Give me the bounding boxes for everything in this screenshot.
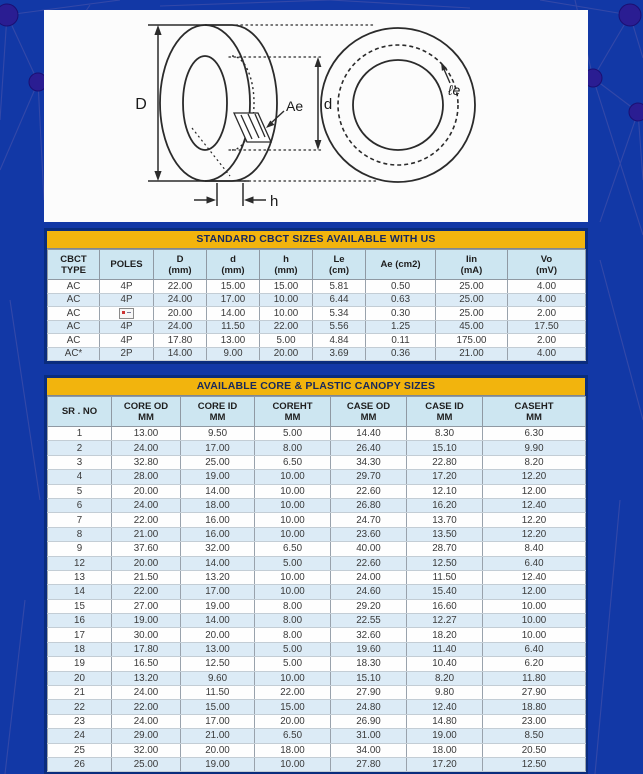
table-cell: 17.80 bbox=[154, 334, 207, 348]
table-cell: AC bbox=[48, 280, 100, 294]
table-cell: 6.20 bbox=[483, 657, 586, 671]
table-cell: 24.00 bbox=[112, 686, 181, 700]
table-cell: AC bbox=[48, 307, 100, 321]
table-cell: 24.60 bbox=[331, 585, 407, 599]
table-cell: 13.00 bbox=[181, 642, 255, 656]
table-row bbox=[48, 334, 586, 348]
table-cell: 17 bbox=[48, 628, 112, 642]
column-header: D (mm) bbox=[154, 250, 207, 280]
core-plastic-canopy-sizes-table bbox=[44, 375, 588, 774]
table-cell: 15 bbox=[48, 599, 112, 613]
table-cell: 9.90 bbox=[483, 441, 586, 455]
table-cell: 17.20 bbox=[407, 470, 483, 484]
table-cell: 0.11 bbox=[366, 334, 436, 348]
table-cell: 20.00 bbox=[112, 484, 181, 498]
table-cell: 17.00 bbox=[207, 293, 260, 307]
table-cell: 12.40 bbox=[407, 700, 483, 714]
broken-image-icon bbox=[119, 308, 134, 319]
table-cell: 11.50 bbox=[207, 320, 260, 334]
table-row bbox=[48, 599, 586, 613]
table-cell: 10.00 bbox=[255, 570, 331, 584]
table-cell: 19.00 bbox=[407, 729, 483, 743]
table-cell: 19.00 bbox=[181, 470, 255, 484]
table-cell: 26 bbox=[48, 757, 112, 771]
table-cell: 0.36 bbox=[366, 347, 436, 361]
table-cell: 5.56 bbox=[313, 320, 366, 334]
table-cell: 24.00 bbox=[112, 441, 181, 455]
table-row bbox=[48, 657, 586, 671]
table-cell: 6.40 bbox=[483, 642, 586, 656]
table-cell: 10.40 bbox=[407, 657, 483, 671]
column-header: CBCT TYPE bbox=[48, 250, 100, 280]
table-cell: 25 bbox=[48, 743, 112, 757]
table-cell: 6.40 bbox=[483, 556, 586, 570]
table-cell: 22.60 bbox=[331, 484, 407, 498]
table-cell: 21 bbox=[48, 686, 112, 700]
header-row bbox=[48, 397, 586, 427]
table-cell: 5.00 bbox=[255, 642, 331, 656]
table-cell: 20.00 bbox=[255, 714, 331, 728]
network-node bbox=[619, 4, 641, 26]
table-cell: 22.00 bbox=[112, 585, 181, 599]
table-cell: 10.00 bbox=[260, 293, 313, 307]
table-cell: 15.40 bbox=[407, 585, 483, 599]
table-cell: 17.00 bbox=[181, 714, 255, 728]
table-cell: 4P bbox=[100, 334, 154, 348]
table-row bbox=[48, 527, 586, 541]
table-cell: 10.00 bbox=[255, 484, 331, 498]
table-cell: 22.80 bbox=[407, 455, 483, 469]
table-cell: 5.00 bbox=[255, 556, 331, 570]
table-cell: 10.00 bbox=[255, 671, 331, 685]
table-cell: 32.00 bbox=[112, 743, 181, 757]
table-cell: 10.00 bbox=[255, 498, 331, 512]
table-cell: 25.00 bbox=[112, 757, 181, 771]
table-row bbox=[48, 455, 586, 469]
table-cell: 12.50 bbox=[483, 757, 586, 771]
table-row bbox=[48, 556, 586, 570]
table-cell: 6.50 bbox=[255, 455, 331, 469]
table-cell: 10.00 bbox=[255, 585, 331, 599]
table-cell: 27.90 bbox=[483, 686, 586, 700]
table-cell: 1 bbox=[48, 427, 112, 441]
table-cell: 23.60 bbox=[331, 527, 407, 541]
table-cell: 29.20 bbox=[331, 599, 407, 613]
table-cell: 12.40 bbox=[483, 498, 586, 512]
table-row bbox=[48, 293, 586, 307]
table-row bbox=[48, 441, 586, 455]
table-cell: 12.20 bbox=[483, 470, 586, 484]
table-cell: 2 bbox=[48, 441, 112, 455]
table-cell: 5.81 bbox=[313, 280, 366, 294]
table-cell: 32.80 bbox=[112, 455, 181, 469]
column-header: Vo (mV) bbox=[508, 250, 586, 280]
dim-label-h: h bbox=[270, 193, 279, 210]
table-cell: 12.20 bbox=[483, 513, 586, 527]
table-cell: 10.00 bbox=[255, 527, 331, 541]
table-cell: 18.00 bbox=[407, 743, 483, 757]
table-cell: 14 bbox=[48, 585, 112, 599]
table-cell: 6.50 bbox=[255, 729, 331, 743]
table-cell: 25.00 bbox=[436, 280, 508, 294]
table-cell: 26.80 bbox=[331, 498, 407, 512]
table-cell: 5 bbox=[48, 484, 112, 498]
table-cell: 20 bbox=[48, 671, 112, 685]
network-node bbox=[0, 4, 18, 26]
table-cell: 1.25 bbox=[366, 320, 436, 334]
table-cell: 12.00 bbox=[483, 585, 586, 599]
table-cell: 34.30 bbox=[331, 455, 407, 469]
table-cell: 13 bbox=[48, 570, 112, 584]
table-cell: 16 bbox=[48, 614, 112, 628]
table-cell: 12.50 bbox=[407, 556, 483, 570]
table-cell: 18.00 bbox=[181, 498, 255, 512]
toroidal-core-diagram bbox=[44, 10, 588, 222]
table-cell: 25.00 bbox=[181, 455, 255, 469]
table-cell: 12.20 bbox=[483, 527, 586, 541]
table-cell: 24.00 bbox=[112, 714, 181, 728]
table-cell: 32.00 bbox=[181, 542, 255, 556]
table-cell: 22.00 bbox=[112, 700, 181, 714]
table-cell: 4P bbox=[100, 280, 154, 294]
table-cell: 23 bbox=[48, 714, 112, 728]
table-cell: 2.00 bbox=[508, 334, 586, 348]
table-row bbox=[48, 628, 586, 642]
table-cell: 9.60 bbox=[181, 671, 255, 685]
table-cell: AC bbox=[48, 320, 100, 334]
dim-label-le: ℓe bbox=[448, 82, 461, 98]
column-header: h (mm) bbox=[260, 250, 313, 280]
table-cell: 8 bbox=[48, 527, 112, 541]
table-cell: 15.10 bbox=[407, 441, 483, 455]
table-cell: 3 bbox=[48, 455, 112, 469]
table-cell: 17.50 bbox=[508, 320, 586, 334]
header-row bbox=[48, 250, 586, 280]
table-cell: 6.30 bbox=[483, 427, 586, 441]
table-cell: 24 bbox=[48, 729, 112, 743]
table-cell: 22.00 bbox=[112, 513, 181, 527]
table-row bbox=[48, 686, 586, 700]
table-cell: 14.00 bbox=[181, 614, 255, 628]
table-cell: 4P bbox=[100, 320, 154, 334]
table-cell: 24.00 bbox=[112, 498, 181, 512]
table-cell: 4P bbox=[100, 293, 154, 307]
table-cell: 8.30 bbox=[407, 427, 483, 441]
table-cell: 8.00 bbox=[255, 441, 331, 455]
table-cell: 6 bbox=[48, 498, 112, 512]
table-cell: 25.00 bbox=[436, 293, 508, 307]
table-cell: 2P bbox=[100, 347, 154, 361]
table-cell: 24.80 bbox=[331, 700, 407, 714]
table-cell: 12.10 bbox=[407, 484, 483, 498]
table-cell: 29.00 bbox=[112, 729, 181, 743]
column-header: Iin (mA) bbox=[436, 250, 508, 280]
table-cell: 12.27 bbox=[407, 614, 483, 628]
table-cell: 9.50 bbox=[181, 427, 255, 441]
table-cell: 18 bbox=[48, 642, 112, 656]
column-header: CORE OD MM bbox=[112, 397, 181, 427]
table-cell: 20.00 bbox=[260, 347, 313, 361]
table-cell: 11.50 bbox=[181, 686, 255, 700]
table-cell: 10.00 bbox=[483, 599, 586, 613]
table-cell: 10.00 bbox=[255, 513, 331, 527]
table-cell: AC bbox=[48, 293, 100, 307]
table-cell: 16.50 bbox=[112, 657, 181, 671]
column-header: COREHT MM bbox=[255, 397, 331, 427]
table-cell: 13.00 bbox=[207, 334, 260, 348]
table-cell: 34.00 bbox=[331, 743, 407, 757]
table-cell: 175.00 bbox=[436, 334, 508, 348]
table-cell: 19.00 bbox=[181, 599, 255, 613]
table-cell: 19 bbox=[48, 657, 112, 671]
table-row bbox=[48, 743, 586, 757]
table-cell: 28.70 bbox=[407, 542, 483, 556]
column-header: SR . NO bbox=[48, 397, 112, 427]
table-cell: 11.50 bbox=[407, 570, 483, 584]
table-cell: 8.20 bbox=[407, 671, 483, 685]
dim-label-d: d bbox=[323, 96, 333, 113]
table-cell: 20.50 bbox=[483, 743, 586, 757]
table-cell: 20.00 bbox=[181, 743, 255, 757]
table-cell: 8.50 bbox=[483, 729, 586, 743]
table-cell: AC* bbox=[48, 347, 100, 361]
table-cell: 18.00 bbox=[255, 743, 331, 757]
table-cell: 18.20 bbox=[407, 628, 483, 642]
table-cell: 6.50 bbox=[255, 542, 331, 556]
table-row bbox=[48, 542, 586, 556]
table-cell: 4 bbox=[48, 470, 112, 484]
table-cell: 9 bbox=[48, 542, 112, 556]
table-cell: 8.00 bbox=[255, 614, 331, 628]
table-cell: 20.00 bbox=[181, 628, 255, 642]
table-cell: 8.00 bbox=[255, 599, 331, 613]
table-row bbox=[48, 513, 586, 527]
table-row bbox=[48, 729, 586, 743]
table-cell: 3.69 bbox=[313, 347, 366, 361]
table-cell: 8.20 bbox=[483, 455, 586, 469]
table-cell: 4.84 bbox=[313, 334, 366, 348]
table-cell: 23.00 bbox=[483, 714, 586, 728]
table-cell: 22.55 bbox=[331, 614, 407, 628]
network-node bbox=[629, 103, 643, 121]
column-header: Ae (cm2) bbox=[366, 250, 436, 280]
standard-cbct-sizes-table bbox=[44, 228, 588, 364]
column-header: CORE ID MM bbox=[181, 397, 255, 427]
table-cell: 13.50 bbox=[407, 527, 483, 541]
table-cell: 26.90 bbox=[331, 714, 407, 728]
table-cell: 27.00 bbox=[112, 599, 181, 613]
table-cell: 40.00 bbox=[331, 542, 407, 556]
column-header: CASEHT MM bbox=[483, 397, 586, 427]
table-cell: 12.40 bbox=[483, 570, 586, 584]
table-cell: 4.00 bbox=[508, 347, 586, 361]
table-cell: 19.60 bbox=[331, 642, 407, 656]
table-cell: 4.00 bbox=[508, 280, 586, 294]
table-cell: 19.00 bbox=[181, 757, 255, 771]
table-cell: 10.00 bbox=[255, 470, 331, 484]
table-cell: 12 bbox=[48, 556, 112, 570]
table-cell: 13.20 bbox=[181, 570, 255, 584]
table-cell: 22.60 bbox=[331, 556, 407, 570]
table-row bbox=[48, 484, 586, 498]
table-cell: 27.90 bbox=[331, 686, 407, 700]
table-cell: 17.00 bbox=[181, 585, 255, 599]
table-cell: 8.40 bbox=[483, 542, 586, 556]
table-row bbox=[48, 470, 586, 484]
table-cell: 18.80 bbox=[483, 700, 586, 714]
table-cell: 14.40 bbox=[331, 427, 407, 441]
table-cell: 17.80 bbox=[112, 642, 181, 656]
table-row bbox=[48, 347, 586, 361]
table-cell: 32.60 bbox=[331, 628, 407, 642]
table-cell: 22.00 bbox=[154, 280, 207, 294]
table-cell: 4.00 bbox=[508, 293, 586, 307]
table-cell: 5.34 bbox=[313, 307, 366, 321]
table-cell: 5.00 bbox=[255, 427, 331, 441]
table-cell: 22 bbox=[48, 700, 112, 714]
table-cell: 16.00 bbox=[181, 527, 255, 541]
table-cell: 11.80 bbox=[483, 671, 586, 685]
table-cell: 10.00 bbox=[260, 307, 313, 321]
table-cell: 24.00 bbox=[154, 293, 207, 307]
table-cell: 16.20 bbox=[407, 498, 483, 512]
table-row bbox=[48, 498, 586, 512]
table-cell: 14.00 bbox=[181, 484, 255, 498]
table-cell: 20.00 bbox=[112, 556, 181, 570]
table-cell: 28.00 bbox=[112, 470, 181, 484]
table-cell: 0.30 bbox=[366, 307, 436, 321]
table-cell: 26.40 bbox=[331, 441, 407, 455]
dim-label-D: D bbox=[135, 96, 147, 113]
table-cell: 21.00 bbox=[112, 527, 181, 541]
table-cell: 14.00 bbox=[154, 347, 207, 361]
column-header: POLES bbox=[100, 250, 154, 280]
table-cell: 30.00 bbox=[112, 628, 181, 642]
table-cell: 17.00 bbox=[181, 441, 255, 455]
table-row bbox=[48, 700, 586, 714]
table-cell: 14.80 bbox=[407, 714, 483, 728]
table-row bbox=[48, 757, 586, 771]
core-dimension-diagram-panel bbox=[44, 10, 588, 222]
table-cell: 6.44 bbox=[313, 293, 366, 307]
table-row bbox=[48, 614, 586, 628]
table-cell: 5.00 bbox=[260, 334, 313, 348]
table-cell: 22.00 bbox=[260, 320, 313, 334]
table-row bbox=[48, 642, 586, 656]
table-cell: 29.70 bbox=[331, 470, 407, 484]
table-cell: 13.00 bbox=[112, 427, 181, 441]
table-row bbox=[48, 427, 586, 441]
table-cell: 20.00 bbox=[154, 307, 207, 321]
table-cell: 9.80 bbox=[407, 686, 483, 700]
table-title: STANDARD CBCT SIZES AVAILABLE WITH US bbox=[47, 231, 585, 249]
table-cell bbox=[100, 307, 154, 321]
table-row bbox=[48, 585, 586, 599]
table-row bbox=[48, 307, 586, 321]
table-cell: 15.00 bbox=[260, 280, 313, 294]
table-row bbox=[48, 714, 586, 728]
table-cell: 24.00 bbox=[154, 320, 207, 334]
table-cell: 14.00 bbox=[207, 307, 260, 321]
table-title: AVAILABLE CORE & PLASTIC CANOPY SIZES bbox=[47, 378, 585, 396]
table-cell: 9.00 bbox=[207, 347, 260, 361]
table-cell: 24.70 bbox=[331, 513, 407, 527]
table-row bbox=[48, 570, 586, 584]
table-cell: 7 bbox=[48, 513, 112, 527]
table-cell: 22.00 bbox=[255, 686, 331, 700]
table-cell: 17.20 bbox=[407, 757, 483, 771]
table-cell: 15.00 bbox=[207, 280, 260, 294]
table-cell: 18.30 bbox=[331, 657, 407, 671]
table-cell: 8.00 bbox=[255, 628, 331, 642]
table-cell: 19.00 bbox=[112, 614, 181, 628]
column-header: CASE OD MM bbox=[331, 397, 407, 427]
table-cell: 0.50 bbox=[366, 280, 436, 294]
table-cell: 2.00 bbox=[508, 307, 586, 321]
table-cell: 21.00 bbox=[181, 729, 255, 743]
table-cell: 0.63 bbox=[366, 293, 436, 307]
table-cell: 27.80 bbox=[331, 757, 407, 771]
table-cell: 16.00 bbox=[181, 513, 255, 527]
dim-label-Ae: Ae bbox=[286, 98, 304, 114]
table-cell: 10.00 bbox=[483, 614, 586, 628]
table-cell: 12.00 bbox=[483, 484, 586, 498]
table-cell: 31.00 bbox=[331, 729, 407, 743]
table-cell: 14.00 bbox=[181, 556, 255, 570]
table-cell: 13.70 bbox=[407, 513, 483, 527]
table-cell: AC bbox=[48, 334, 100, 348]
column-header: Le (cm) bbox=[313, 250, 366, 280]
table-cell: 12.50 bbox=[181, 657, 255, 671]
table-cell: 24.00 bbox=[331, 570, 407, 584]
table-cell: 16.60 bbox=[407, 599, 483, 613]
table-cell: 21.00 bbox=[436, 347, 508, 361]
table-cell: 10.00 bbox=[483, 628, 586, 642]
table-cell: 15.10 bbox=[331, 671, 407, 685]
table-cell: 13.20 bbox=[112, 671, 181, 685]
table-cell: 11.40 bbox=[407, 642, 483, 656]
column-header: d (mm) bbox=[207, 250, 260, 280]
table-cell: 15.00 bbox=[181, 700, 255, 714]
table-cell: 5.00 bbox=[255, 657, 331, 671]
table-cell: 10.00 bbox=[255, 757, 331, 771]
table-row bbox=[48, 320, 586, 334]
table-row bbox=[48, 671, 586, 685]
table-row bbox=[48, 280, 586, 294]
table-cell: 25.00 bbox=[436, 307, 508, 321]
table-cell: 37.60 bbox=[112, 542, 181, 556]
table-cell: 15.00 bbox=[255, 700, 331, 714]
table-cell: 45.00 bbox=[436, 320, 508, 334]
table-cell: 21.50 bbox=[112, 570, 181, 584]
column-header: CASE ID MM bbox=[407, 397, 483, 427]
